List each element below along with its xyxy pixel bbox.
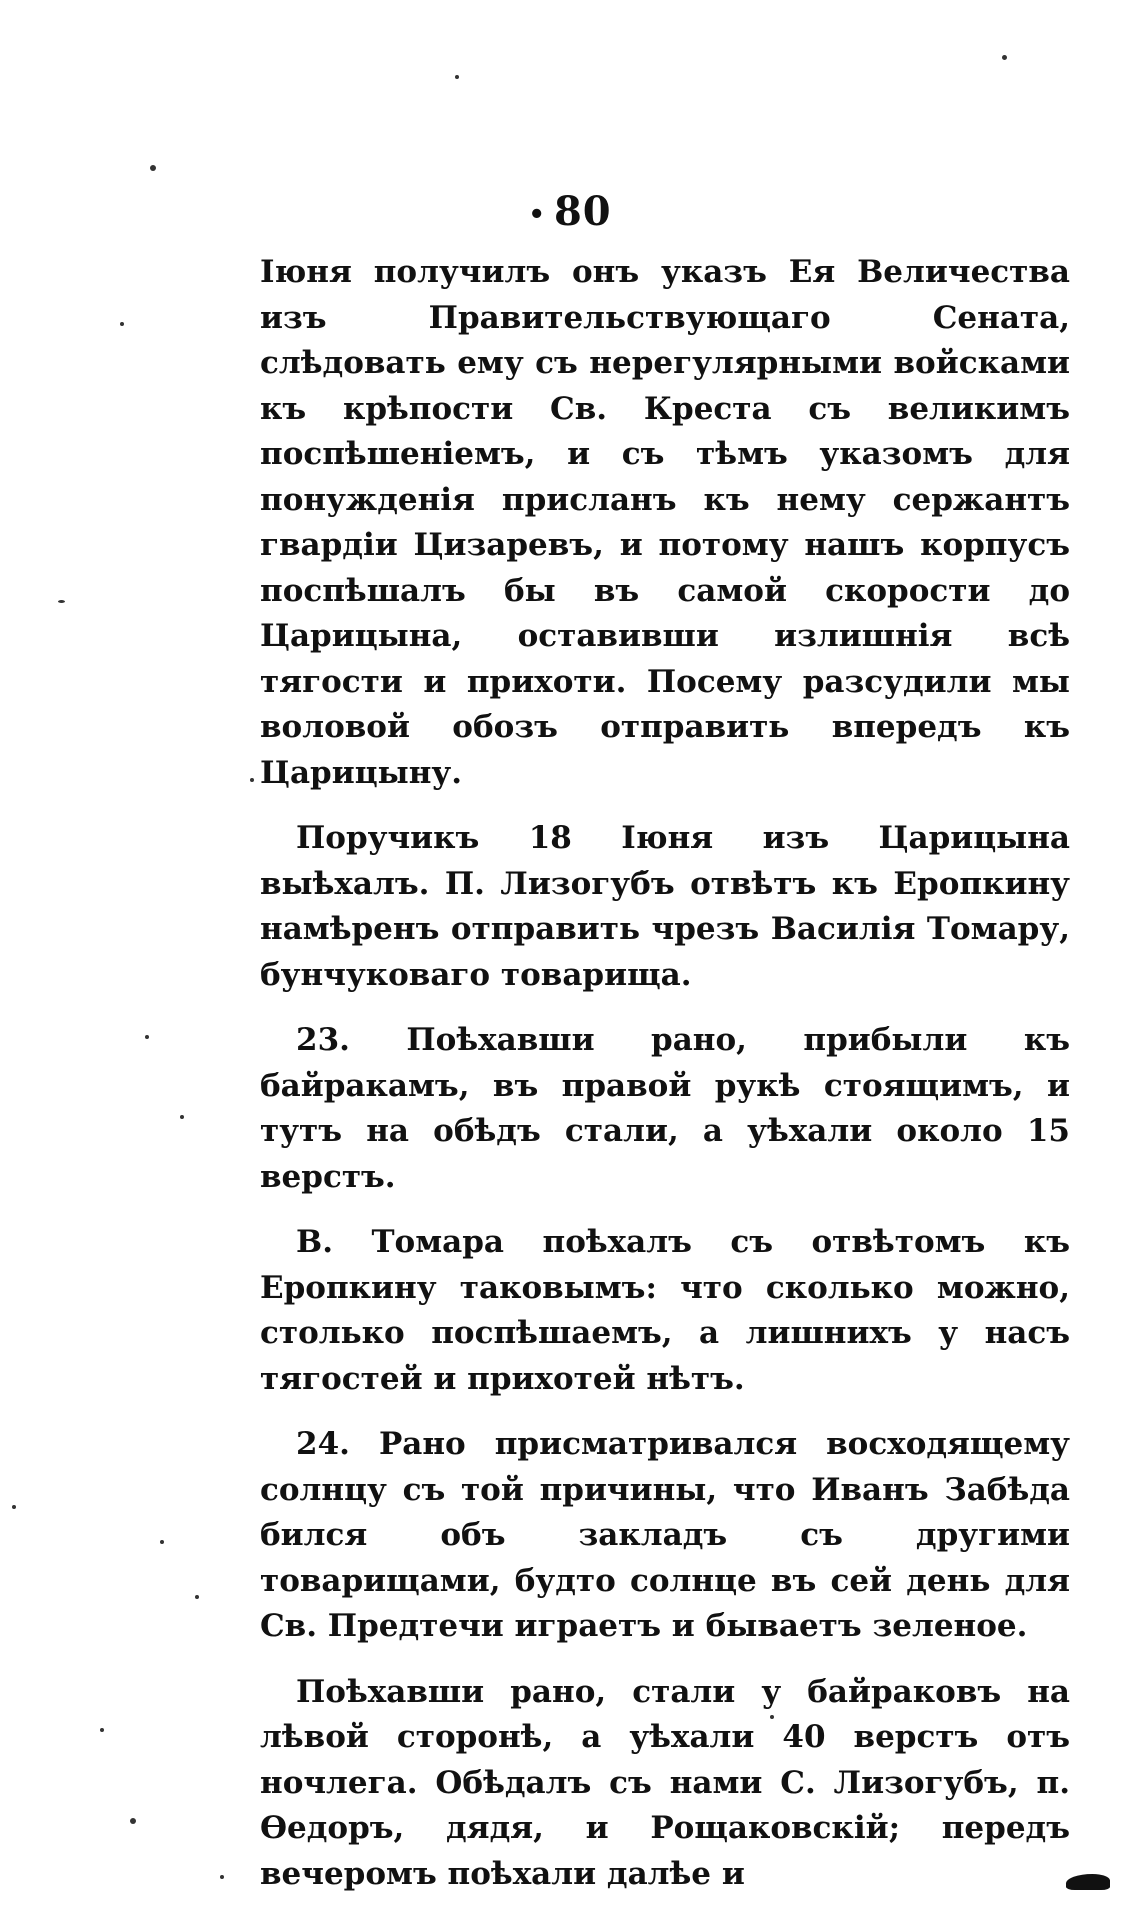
paragraph: Іюня получилъ онъ указъ Ея Величества изъ Правительствующаго Сената, слѣдовать ему съ нерегулярными войсками къ крѣпости Св. Креста съ великимъ поспѣшеніемъ, и съ тѣмъ указомъ для понужденія присланъ къ нему сержантъ гвардіи Цизаревъ, и потому нашъ корпусъ поспѣшалъ бы въ самой скорости до Царицына, оставивши излишнія всѣ тягости и прихоти. Посему разсудили мы воловой обозъ отправить впередъ къ Царицыну. [260, 254, 1070, 791]
page-number-dot: • [528, 200, 546, 230]
page-number [0, 188, 1140, 235]
paragraph: 24. Рано присматривался восходящему солнцу съ той причины, что Иванъ Забѣда бился объ закладъ съ другими товарищами, будто солнце въ сей день для Св. Предтечи играетъ и бываетъ зеленое. [260, 1426, 1070, 1644]
scan-speck [1002, 55, 1007, 60]
scan-speck [145, 1035, 149, 1039]
scan-speck [150, 165, 156, 171]
scan-speck [160, 1540, 164, 1544]
scan-speck [195, 1595, 199, 1599]
scan-speck [250, 778, 254, 782]
scan-speck [455, 75, 459, 79]
page-number-value: 80 [553, 188, 612, 235]
scan-blot [1066, 1874, 1110, 1890]
scan-speck [120, 322, 124, 326]
scan-speck [100, 1728, 104, 1732]
paragraph: Поѣхавши рано, стали у байраковъ на лѣвой сторонѣ, а уѣхали 40 верстъ отъ ночлега. Обѣдалъ съ нами С. Лизогубъ, п. Ѳедоръ, дядя, и Рощаковскій; передъ вечеромъ поѣхали далѣе и [260, 1673, 1070, 1892]
scan-speck [58, 600, 65, 603]
text-body [260, 250, 1070, 1917]
scan-speck [220, 1875, 224, 1879]
scan-speck [180, 1115, 184, 1119]
paragraph: 23. Поѣхавши рано, прибыли къ байракамъ, въ правой рукѣ стоящимъ, и тутъ на обѣдъ стали, а уѣхали около 15 верстъ. [260, 1022, 1070, 1195]
scan-speck [130, 1818, 136, 1824]
paragraph: Поручикъ 18 Іюня изъ Царицына выѣхалъ. П. Лизогубъ отвѣтъ къ Еропкину намѣренъ отправить чрезъ Василія Томару, бунчуковаго товарища. [260, 820, 1070, 993]
paragraph: В. Томара поѣхалъ съ отвѣтомъ къ Еропкину таковымъ: что сколько можно, столько поспѣшаемъ, а лишнихъ у насъ тягостей и прихотей нѣтъ. [260, 1224, 1070, 1397]
scan-speck [12, 1505, 16, 1509]
